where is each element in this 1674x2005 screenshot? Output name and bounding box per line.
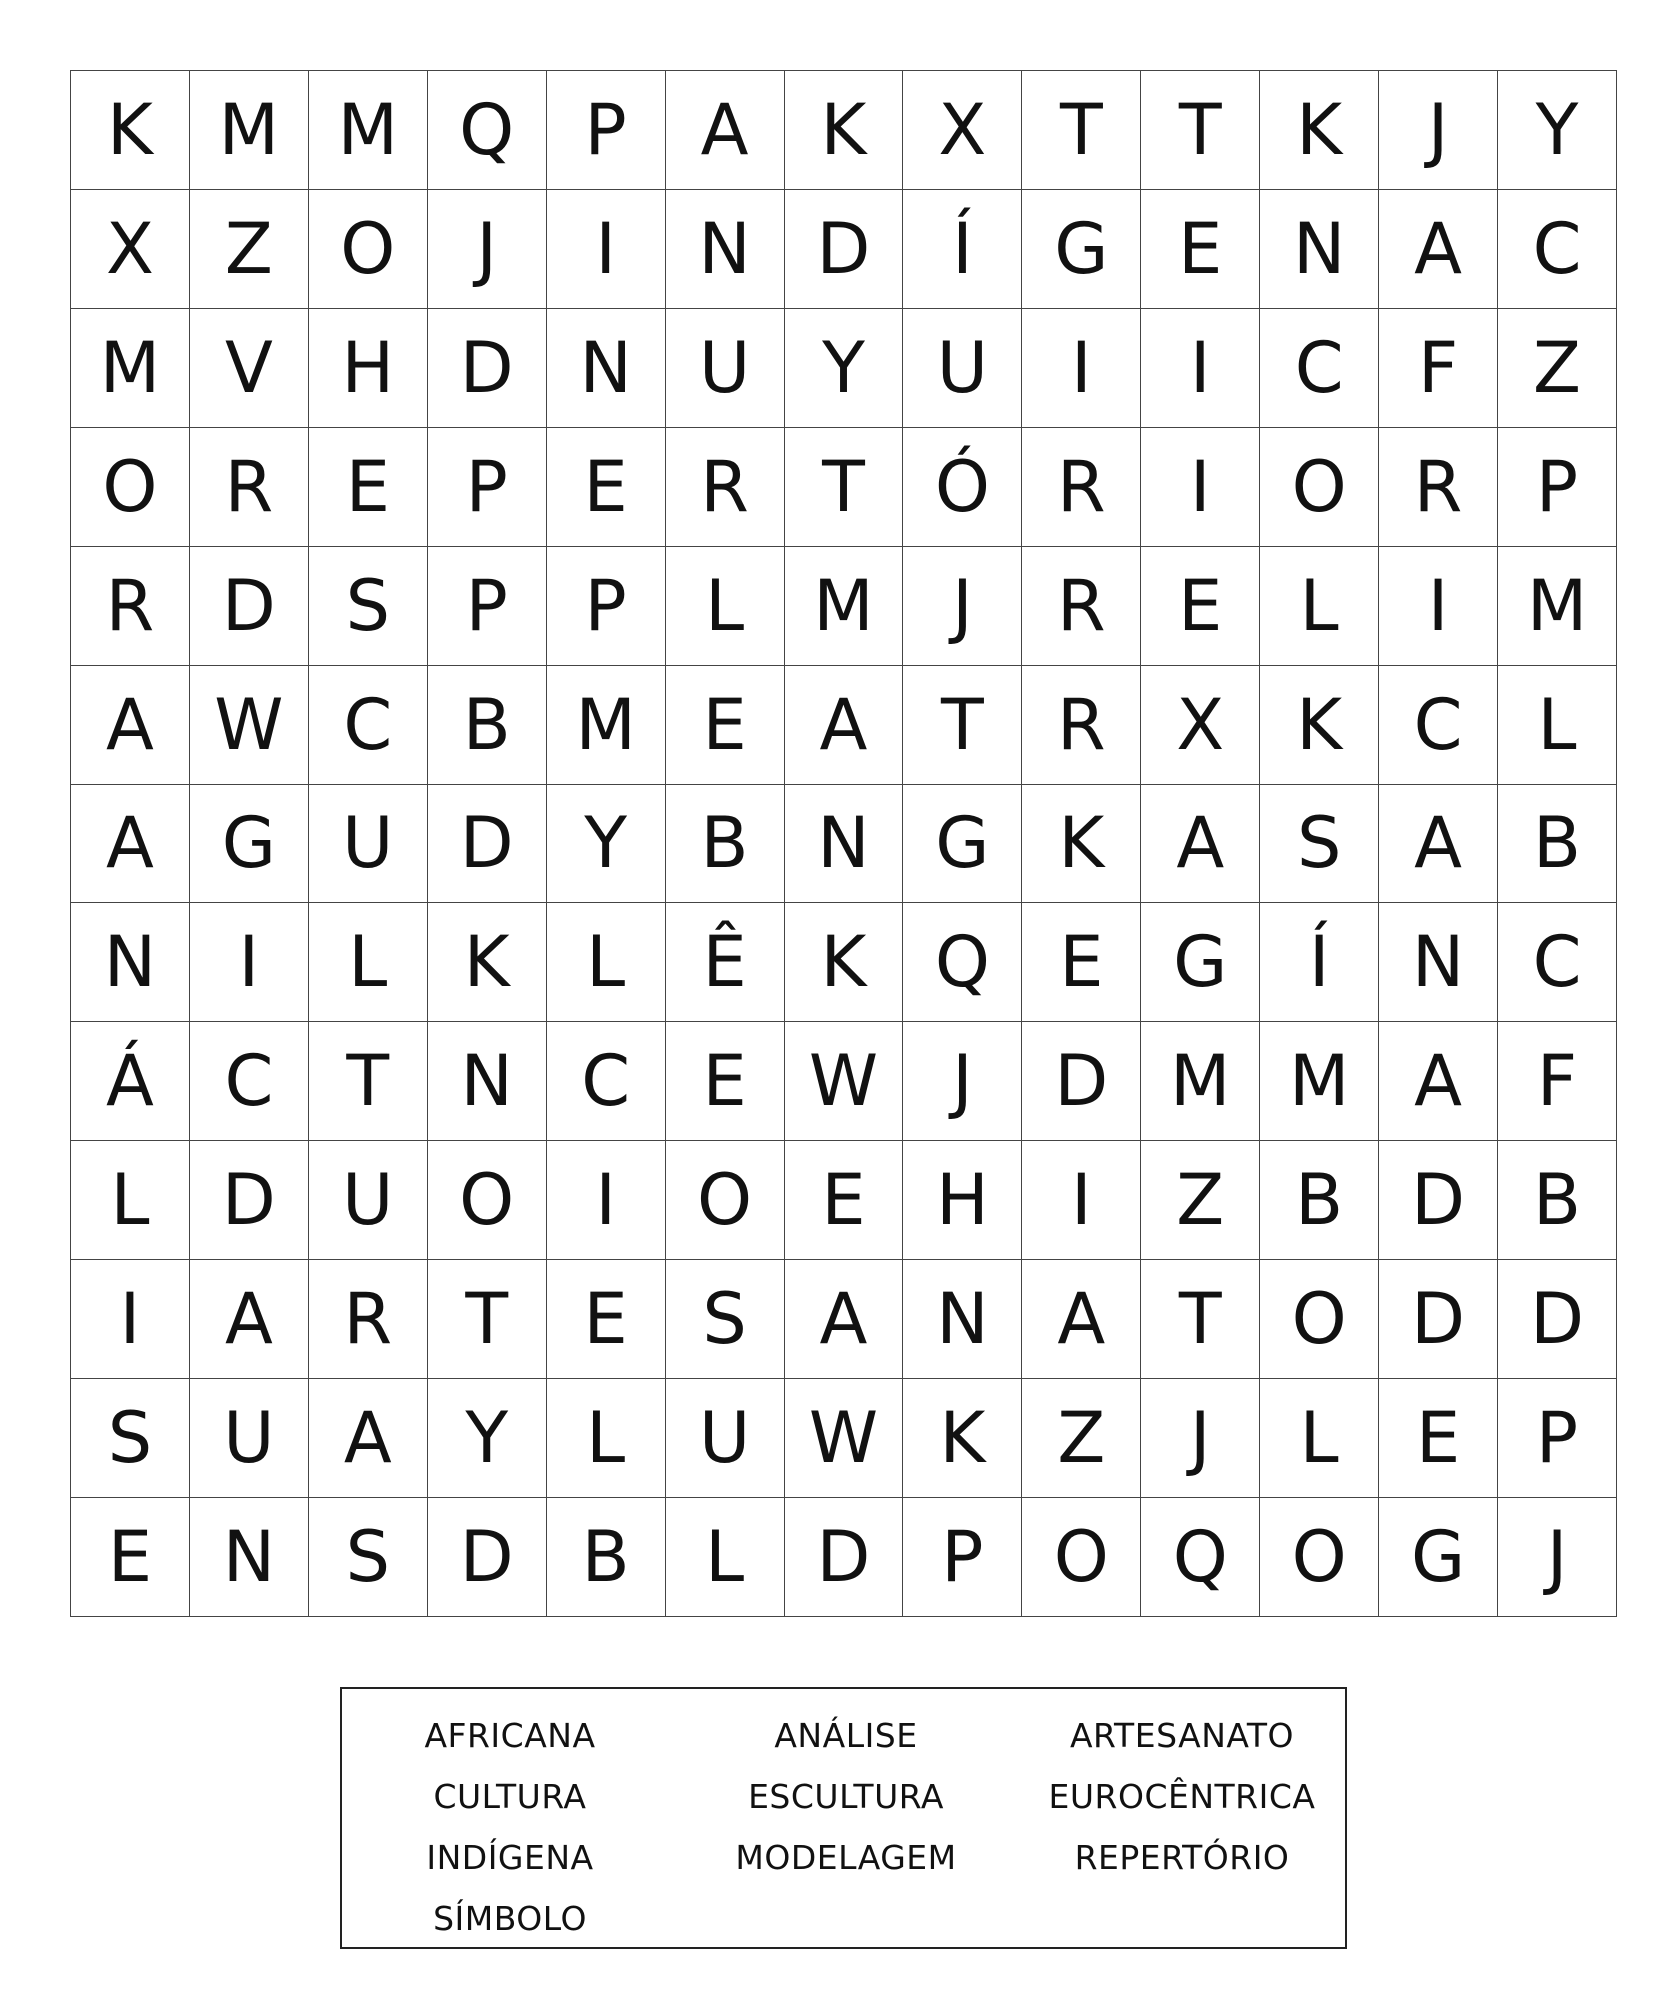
grid-cell[interactable]: M [1141, 1022, 1260, 1141]
grid-cell[interactable]: F [1379, 309, 1498, 428]
grid-cell[interactable]: E [1022, 903, 1141, 1022]
grid-cell[interactable]: B [1498, 785, 1617, 904]
grid-cell[interactable]: Í [1260, 903, 1379, 1022]
grid-cell[interactable]: L [1498, 666, 1617, 785]
grid-cell[interactable]: B [666, 785, 785, 904]
word-search-grid [70, 70, 1617, 1617]
grid-cell[interactable]: N [190, 1498, 309, 1617]
grid-cell[interactable]: D [190, 547, 309, 666]
grid-cell[interactable]: N [547, 309, 666, 428]
grid-cell[interactable]: E [1141, 190, 1260, 309]
grid-cell[interactable]: Í [903, 190, 1022, 309]
grid-cell[interactable]: P [428, 428, 547, 547]
grid-cell[interactable]: W [190, 666, 309, 785]
grid-cell[interactable]: P [547, 71, 666, 190]
grid-cell[interactable]: N [666, 190, 785, 309]
grid-cell[interactable]: M [1260, 1022, 1379, 1141]
grid-cell[interactable]: Y [785, 309, 904, 428]
grid-cell[interactable]: U [190, 1379, 309, 1498]
grid-cell[interactable]: M [1498, 547, 1617, 666]
grid-cell[interactable]: P [428, 547, 547, 666]
grid-cell[interactable]: G [1379, 1498, 1498, 1617]
grid-cell[interactable]: Q [903, 903, 1022, 1022]
grid-cell[interactable]: K [785, 71, 904, 190]
grid-cell[interactable]: L [666, 1498, 785, 1617]
grid-cell[interactable]: P [1498, 428, 1617, 547]
grid-cell[interactable]: A [1022, 1260, 1141, 1379]
grid-cell[interactable]: Y [547, 785, 666, 904]
grid-cell[interactable]: A [1141, 785, 1260, 904]
grid-cell[interactable]: O [666, 1141, 785, 1260]
grid-cell[interactable]: D [190, 1141, 309, 1260]
grid-cell[interactable]: O [71, 428, 190, 547]
grid-cell[interactable]: M [547, 666, 666, 785]
grid-cell[interactable]: D [785, 1498, 904, 1617]
grid-cell[interactable]: X [71, 190, 190, 309]
grid-cell[interactable]: U [903, 309, 1022, 428]
grid-cell[interactable]: S [666, 1260, 785, 1379]
grid-cell[interactable]: O [428, 1141, 547, 1260]
grid-cell[interactable]: S [309, 547, 428, 666]
grid-cell[interactable]: I [1022, 1141, 1141, 1260]
grid-cell[interactable]: A [785, 666, 904, 785]
grid-cell[interactable]: L [309, 903, 428, 1022]
grid-cell[interactable]: E [666, 1022, 785, 1141]
grid-cell[interactable]: I [1022, 309, 1141, 428]
grid-cell[interactable]: C [1498, 903, 1617, 1022]
grid-cell[interactable]: E [666, 666, 785, 785]
grid-cell[interactable]: H [309, 309, 428, 428]
grid-cell[interactable]: R [1379, 428, 1498, 547]
word-list-item: INDÍGENA [426, 1838, 594, 1877]
grid-cell[interactable]: I [1141, 309, 1260, 428]
grid-cell[interactable]: O [1260, 1260, 1379, 1379]
grid-cell[interactable]: I [71, 1260, 190, 1379]
grid-cell[interactable]: T [1022, 71, 1141, 190]
grid-cell[interactable]: E [547, 428, 666, 547]
grid-cell[interactable]: B [428, 666, 547, 785]
word-list-item: ANÁLISE [774, 1716, 918, 1755]
grid-cell[interactable]: J [428, 190, 547, 309]
grid-cell[interactable]: M [309, 71, 428, 190]
grid-cell[interactable]: Z [1022, 1379, 1141, 1498]
grid-cell[interactable]: D [428, 1498, 547, 1617]
grid-cell[interactable]: V [190, 309, 309, 428]
grid-cell[interactable]: B [1498, 1141, 1617, 1260]
grid-cell[interactable]: O [1260, 428, 1379, 547]
grid-cell[interactable]: J [903, 547, 1022, 666]
grid-cell[interactable]: W [785, 1379, 904, 1498]
grid-cell[interactable]: C [1498, 190, 1617, 309]
word-list-item: ESCULTURA [748, 1777, 944, 1816]
grid-cell[interactable]: L [1260, 1379, 1379, 1498]
grid-cell[interactable]: A [190, 1260, 309, 1379]
grid-cell[interactable]: N [903, 1260, 1022, 1379]
grid-cell[interactable]: C [1260, 309, 1379, 428]
word-list-item: REPERTÓRIO [1074, 1838, 1290, 1877]
grid-cell[interactable]: L [547, 1379, 666, 1498]
grid-cell[interactable]: T [903, 666, 1022, 785]
grid-cell[interactable]: E [547, 1260, 666, 1379]
grid-cell[interactable]: I [190, 903, 309, 1022]
grid-cell[interactable]: K [785, 903, 904, 1022]
grid-cell[interactable]: G [190, 785, 309, 904]
grid-cell[interactable]: U [666, 1379, 785, 1498]
grid-cell[interactable]: K [71, 71, 190, 190]
grid-cell[interactable]: P [903, 1498, 1022, 1617]
grid-cell[interactable]: A [785, 1260, 904, 1379]
grid-cell[interactable]: U [309, 785, 428, 904]
grid-cell[interactable]: D [428, 785, 547, 904]
word-list-item: SÍMBOLO [433, 1899, 587, 1938]
word-list-box [340, 1687, 1347, 1949]
grid-cell[interactable]: S [71, 1379, 190, 1498]
grid-cell[interactable]: A [71, 785, 190, 904]
grid-cell[interactable]: C [190, 1022, 309, 1141]
grid-cell[interactable]: G [1141, 903, 1260, 1022]
grid-cell[interactable]: X [903, 71, 1022, 190]
grid-cell[interactable]: I [1379, 547, 1498, 666]
grid-cell[interactable]: M [190, 71, 309, 190]
grid-cell[interactable]: R [71, 547, 190, 666]
grid-cell[interactable]: K [1022, 785, 1141, 904]
grid-cell[interactable]: L [71, 1141, 190, 1260]
grid-cell[interactable]: R [666, 428, 785, 547]
grid-cell[interactable]: D [785, 190, 904, 309]
grid-cell[interactable]: A [1379, 1022, 1498, 1141]
grid-cell[interactable]: N [71, 903, 190, 1022]
grid-cell[interactable]: O [309, 190, 428, 309]
grid-cell[interactable]: Z [1498, 309, 1617, 428]
grid-cell[interactable]: I [1141, 428, 1260, 547]
word-list-item: ARTESANATO [1069, 1716, 1295, 1755]
grid-cell[interactable]: D [1379, 1141, 1498, 1260]
grid-cell[interactable]: O [1022, 1498, 1141, 1617]
grid-cell[interactable]: N [428, 1022, 547, 1141]
grid-cell[interactable]: B [1260, 1141, 1379, 1260]
grid-cell[interactable]: A [309, 1379, 428, 1498]
grid-cell[interactable]: T [309, 1022, 428, 1141]
grid-cell[interactable]: D [1022, 1022, 1141, 1141]
grid-cell[interactable]: J [1498, 1498, 1617, 1617]
grid-cell[interactable]: B [547, 1498, 666, 1617]
grid-cell[interactable]: D [1498, 1260, 1617, 1379]
grid-cell[interactable]: A [1379, 785, 1498, 904]
grid-cell[interactable]: K [903, 1379, 1022, 1498]
grid-cell[interactable]: R [1022, 428, 1141, 547]
grid-cell[interactable]: N [1379, 903, 1498, 1022]
grid-cell[interactable]: R [1022, 547, 1141, 666]
grid-cell[interactable]: U [666, 309, 785, 428]
grid-cell[interactable]: S [1260, 785, 1379, 904]
grid-cell[interactable]: M [71, 309, 190, 428]
grid-cell[interactable]: L [547, 903, 666, 1022]
grid-cell[interactable]: I [547, 1141, 666, 1260]
grid-cell[interactable]: E [309, 428, 428, 547]
grid-cell[interactable]: Q [1141, 1498, 1260, 1617]
grid-cell[interactable]: J [1379, 71, 1498, 190]
grid-cell[interactable]: S [309, 1498, 428, 1617]
grid-cell[interactable]: O [1260, 1498, 1379, 1617]
grid-cell[interactable]: K [428, 903, 547, 1022]
grid-cell[interactable]: Ê [666, 903, 785, 1022]
grid-cell[interactable]: N [785, 785, 904, 904]
grid-cell[interactable]: X [1141, 666, 1260, 785]
grid-cell[interactable]: C [1379, 666, 1498, 785]
grid-cell[interactable]: T [1141, 71, 1260, 190]
grid-cell[interactable]: D [1379, 1260, 1498, 1379]
grid-cell[interactable]: G [903, 785, 1022, 904]
grid-cell[interactable]: Z [1141, 1141, 1260, 1260]
grid-cell[interactable]: E [71, 1498, 190, 1617]
grid-cell[interactable]: Q [428, 71, 547, 190]
grid-cell[interactable]: I [547, 190, 666, 309]
grid-cell[interactable]: T [785, 428, 904, 547]
grid-cell[interactable]: Ó [903, 428, 1022, 547]
grid-cell[interactable]: R [1022, 666, 1141, 785]
grid-cell[interactable]: K [1260, 666, 1379, 785]
grid-cell[interactable]: C [309, 666, 428, 785]
grid-cell[interactable]: D [428, 309, 547, 428]
word-list-item: MODELAGEM [735, 1838, 957, 1877]
grid-cell[interactable]: P [1498, 1379, 1617, 1498]
word-list-item: EUROCÊNTRICA [1048, 1777, 1316, 1816]
word-list-item: CULTURA [433, 1777, 587, 1816]
grid-cell[interactable]: W [785, 1022, 904, 1141]
grid-cell[interactable]: T [428, 1260, 547, 1379]
grid-cell[interactable]: H [903, 1141, 1022, 1260]
grid-cell[interactable]: J [1141, 1379, 1260, 1498]
grid-cell[interactable]: M [785, 547, 904, 666]
grid-cell[interactable]: N [1260, 190, 1379, 309]
grid-cell[interactable]: L [1260, 547, 1379, 666]
word-list [342, 1705, 1345, 1949]
grid-cell[interactable]: E [785, 1141, 904, 1260]
grid-cell[interactable]: A [1379, 190, 1498, 309]
grid-cell[interactable]: A [71, 666, 190, 785]
grid-cell[interactable]: T [1141, 1260, 1260, 1379]
grid-cell[interactable]: J [903, 1022, 1022, 1141]
grid-cell[interactable]: C [547, 1022, 666, 1141]
grid-cell[interactable]: E [1141, 547, 1260, 666]
grid-cell[interactable]: R [190, 428, 309, 547]
grid-cell[interactable]: E [1379, 1379, 1498, 1498]
grid-cell[interactable]: L [666, 547, 785, 666]
grid-cell[interactable]: Y [1498, 71, 1617, 190]
word-list-item: AFRICANA [424, 1716, 596, 1755]
grid-cell[interactable]: F [1498, 1022, 1617, 1141]
grid-cell[interactable]: Z [190, 190, 309, 309]
grid-cell[interactable]: Y [428, 1379, 547, 1498]
grid-cell[interactable]: A [666, 71, 785, 190]
grid-cell[interactable]: P [547, 547, 666, 666]
grid-cell[interactable]: G [1022, 190, 1141, 309]
grid-cell[interactable]: U [309, 1141, 428, 1260]
grid-cell[interactable]: R [309, 1260, 428, 1379]
grid-cell[interactable]: K [1260, 71, 1379, 190]
grid-cell[interactable]: Á [71, 1022, 190, 1141]
